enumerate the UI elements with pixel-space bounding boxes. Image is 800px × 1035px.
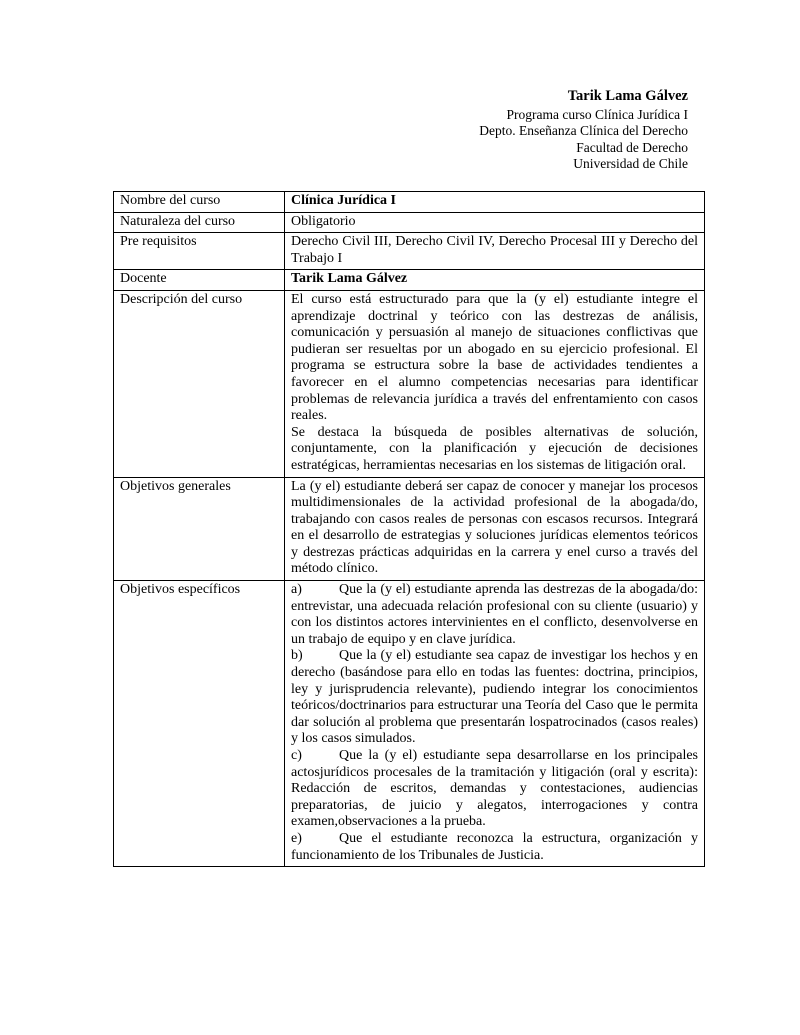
item-letter: a) xyxy=(291,582,302,598)
table-row-naturaleza xyxy=(114,212,705,233)
document-header xyxy=(479,88,688,173)
table-row-prerequisitos xyxy=(114,233,705,270)
objective-item xyxy=(291,648,698,748)
row-value xyxy=(285,581,705,867)
item-letter: e) xyxy=(291,830,302,846)
row-value: Clínica Jurídica I xyxy=(285,192,705,213)
table-row-docente xyxy=(114,270,705,291)
row-value: Derecho Civil III, Derecho Civil IV, Derecho Procesal III y Derecho del Trabajo I xyxy=(285,233,705,270)
row-label: Nombre del curso xyxy=(114,192,285,213)
table-row-objetivos-generales xyxy=(114,477,705,581)
header-author: Tarik Lama Gálvez xyxy=(567,88,688,104)
header-program: Programa curso Clínica Jurídica I xyxy=(506,106,688,122)
header-department: Depto. Enseñanza Clínica del Derecho xyxy=(479,123,688,138)
row-label: Descripción del curso xyxy=(114,290,285,477)
item-text: Que la (y el) estudiante sea capaz de investigar los hechos y en derecho (basándose para ello en todas las fuentes: doctrina, principios, ley y jurisprudencia relevante), pudiendo integrar los conocimientos teóricos/doctrinarios para estructurar una Teoría del Caso que le permita dar solución al problema que presentarán lospatrocinados (casos reales) y los casos simulados. xyxy=(291,648,698,747)
row-value: Obligatorio xyxy=(285,212,705,233)
item-text: Que el estudiante reconozca la estructura, organización y funcionamiento de los Tribunales de Justicia. xyxy=(291,830,698,863)
row-label: Pre requisitos xyxy=(114,233,285,270)
table-row-nombre xyxy=(114,192,705,213)
paragraph: Se destaca la búsqueda de posibles alternativas de solución, conjuntamente, con la planificación y ejecución de decisiones estratégicas, herramientas necesarias en los sistemas de litigación oral. xyxy=(291,424,698,473)
row-label: Docente xyxy=(114,270,285,291)
row-value xyxy=(285,477,705,581)
item-text: Que la (y el) estudiante aprenda las destrezas de la abogada/do: entrevistar, una adecuada relación profesional con su cliente (usuario) y con los distintos actores intervinientes en el conflicto, desenvolverse en un trabajo de equipo y en clave jurídica. xyxy=(291,582,698,647)
item-letter: b) xyxy=(291,648,303,664)
table-row-objetivos-especificos xyxy=(114,581,705,867)
row-value: Tarik Lama Gálvez xyxy=(285,270,705,291)
paragraph: La (y el) estudiante deberá ser capaz de conocer y manejar los procesos multidimensionales de la actividad profesional de la abogada/do, trabajando con casos reales de personas con escasos recursos. Integrará en el desarrollo de estrategias y soluciones jurídicas elementos teóricos y destrezas prácticas adquiridas en la carrera y enel curso a través del método clínico. xyxy=(291,478,698,577)
item-text: Que la (y el) estudiante sepa desarrollarse en los principales actosjurídicos procesales de la tramitación y litigación (oral y escrita): Redacción de escritos, demandas y contestaciones, audiencias preparatorias, de juicio y alegatos, interrogaciones y contra examen,observaciones a la prueba. xyxy=(291,748,698,830)
objective-item xyxy=(291,748,698,831)
objective-item xyxy=(291,582,698,648)
row-label: Naturaleza del curso xyxy=(114,212,285,233)
objective-item xyxy=(291,831,698,864)
paragraph: El curso está estructurado para que la (y el) estudiante integre el aprendizaje doctrinal y teórico con las destrezas de análisis, comunicación y persuasión al manejo de situaciones conflictivas que pudieran ser resueltas por un abogado en su ejercicio profesional. El programa se estructura sobre la base de actividades tendientes a favorecer en el alumno competencias necesarias para identificar problemas de relevancia jurídica a través del enfrentamiento con casos reales. xyxy=(291,291,698,424)
course-table xyxy=(113,191,705,867)
row-label: Objetivos generales xyxy=(114,477,285,581)
item-letter: c) xyxy=(291,748,302,763)
row-value xyxy=(285,290,705,477)
header-faculty: Facultad de Derecho xyxy=(576,139,688,155)
row-label: Objetivos específicos xyxy=(114,581,285,867)
header-university: Universidad de Chile xyxy=(573,156,688,171)
table-row-descripcion xyxy=(114,290,705,477)
